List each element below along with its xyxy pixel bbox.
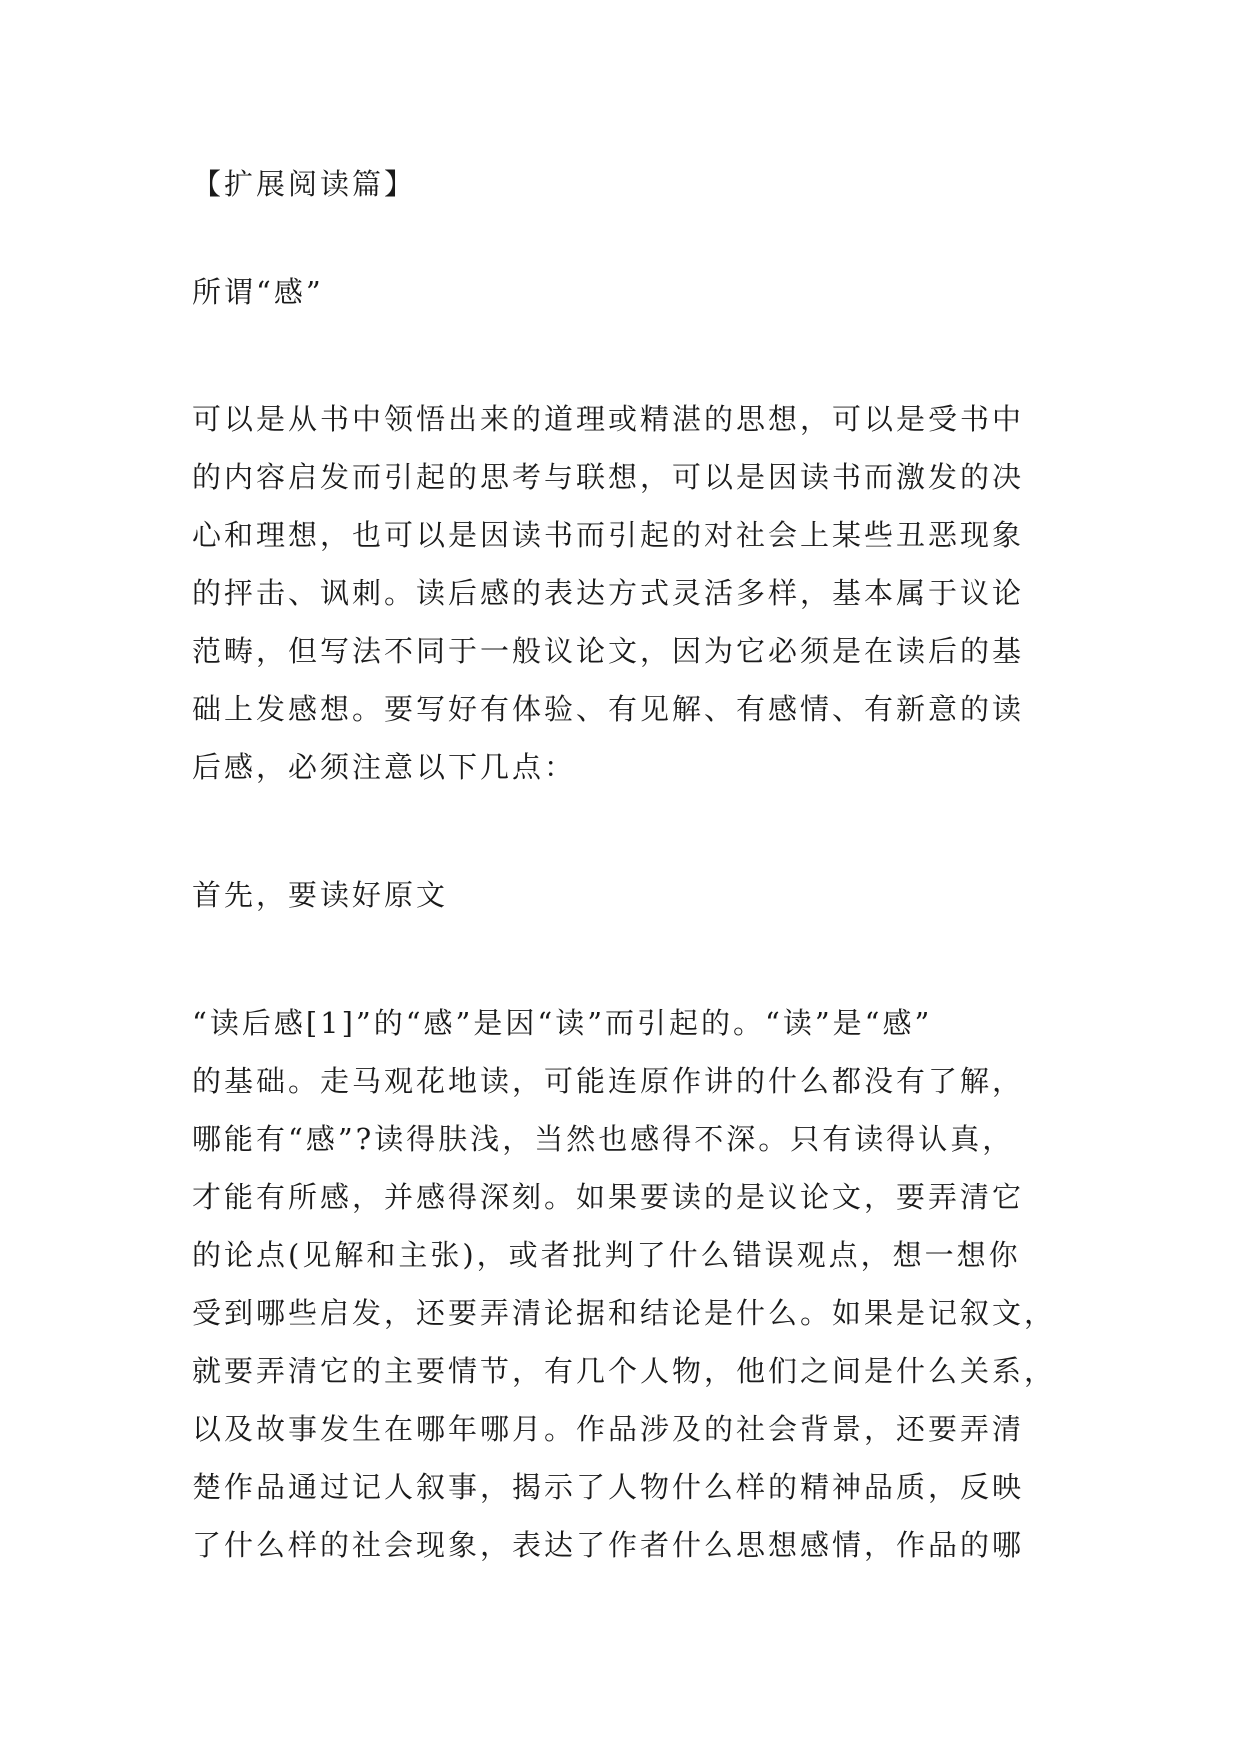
paragraph-line: 的论点(见解和主张)，或者批判了什么错误观点，想一想你 [192, 1238, 1021, 1272]
paragraph-line: 就要弄清它的主要情节，有几个人物，他们之间是什么关系， [192, 1354, 1057, 1388]
paragraph-line: 才能有所感，并感得深刻。如果要读的是议论文，要弄清它 [192, 1180, 1025, 1214]
paragraph-line: 楚作品通过记人叙事，揭示了人物什么样的精神品质，反映 [192, 1470, 1025, 1504]
subheading-gan [192, 263, 1072, 321]
paragraph-line: 的抨击、讽刺。读后感的表达方式灵活多样，基本属于议论 [192, 576, 1025, 610]
paragraph-2 [192, 994, 1072, 1574]
paragraph-1 [192, 390, 1072, 796]
paragraph-line: 范畴，但写法不同于一般议论文，因为它必须是在读后的基 [192, 634, 1025, 668]
subheading-first-text: 首先，要读好原文 [192, 878, 449, 912]
paragraph-line: 可以是从书中领悟出来的道理或精湛的思想，可以是受书中 [192, 402, 1025, 436]
paragraph-line: 的内容启发而引起的思考与联想，可以是因读书而激发的决 [192, 460, 1025, 494]
paragraph-line: 哪能有“感”?读得肤浅，当然也感得不深。只有读得认真， [192, 1122, 1015, 1156]
paragraph-line: “读后感[1]”的“感”是因“读”而引起的。“读”是“感” [192, 1006, 933, 1040]
paragraph-line: 础上发感想。要写好有体验、有见解、有感情、有新意的读 [192, 692, 1025, 726]
paragraph-line: 受到哪些启发，还要弄清论据和结论是什么。如果是记叙文， [192, 1296, 1057, 1330]
paragraph-line: 的基础。走马观花地读，可能连原作讲的什么都没有了解， [192, 1064, 1025, 1098]
paragraph-line: 后感，必须注意以下几点： [192, 750, 577, 784]
section-heading-text: 【扩展阅读篇】 [192, 167, 417, 201]
subheading-first [192, 866, 1072, 924]
paragraph-line: 以及故事发生在哪年哪月。作品涉及的社会背景，还要弄清 [192, 1412, 1025, 1446]
section-heading [192, 155, 1072, 213]
paragraph-line: 了什么样的社会现象，表达了作者什么思想感情，作品的哪 [192, 1528, 1025, 1562]
subheading-gan-text: 所谓“感” [192, 275, 324, 309]
paragraph-line: 心和理想，也可以是因读书而引起的对社会上某些丑恶现象 [192, 518, 1025, 552]
